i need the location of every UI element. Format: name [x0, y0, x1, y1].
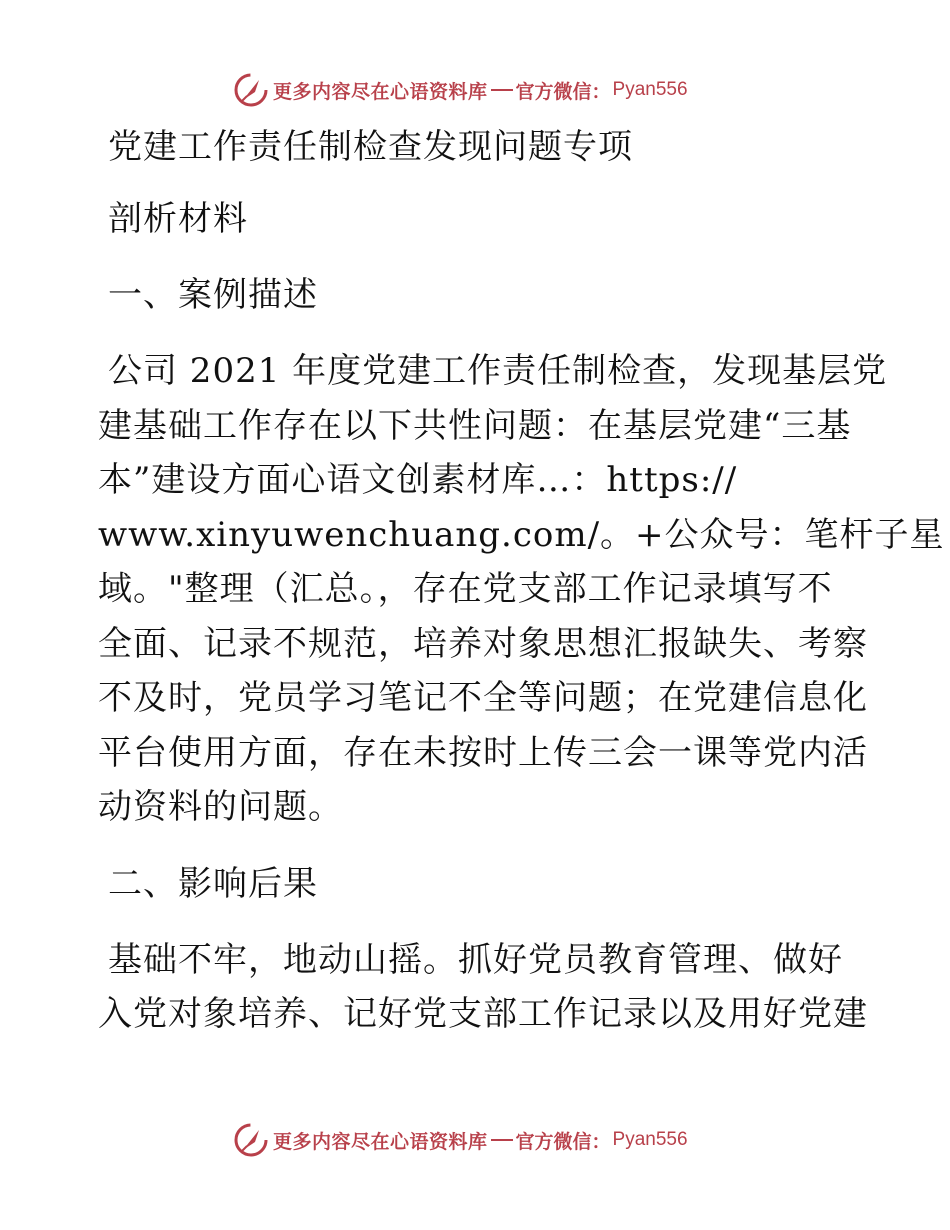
paragraph-line: www.xinyuwenchuang.com/。+公众号：笔杆子星: [98, 514, 945, 555]
watermark-header: [233, 70, 688, 110]
watermark-dash: [491, 89, 513, 91]
watermark-suffix: 官方微信：: [515, 1130, 611, 1153]
paragraph-line: 全面、记录不规范，培养对象思想汇报缺失、考察: [98, 623, 868, 664]
feather-pen-logo-icon: [233, 72, 269, 108]
feather-pen-logo-icon: [233, 1122, 269, 1158]
watermark-id: Pyan556: [612, 79, 688, 100]
paragraph-line: 入党对象培养、记好党支部工作记录以及用好党建: [98, 994, 868, 1034]
paragraph-line: 动资料的问题。: [98, 787, 343, 827]
watermark-text: 更多内容尽在心语资料库: [273, 80, 488, 103]
document-title: 党建工作责任制检查发现问题专项: [108, 127, 633, 167]
section-1-paragraph: [98, 344, 945, 835]
watermark-footer: [233, 1120, 688, 1160]
paragraph-line: 公司 2021 年度党建工作责任制检查，发现基层党: [108, 351, 888, 391]
document-subtitle: 剖析材料: [108, 199, 248, 239]
watermark-dash: [491, 1139, 513, 1141]
paragraph-line: 平台使用方面，存在未按时上传三会一课等党内活: [98, 732, 868, 773]
paragraph-line: 本”建设方面心语文创素材库…：https://: [98, 460, 738, 500]
section-2-paragraph: [98, 933, 868, 1042]
section-heading-2: 二、影响后果: [108, 863, 318, 904]
paragraph-line: 域。"整理（汇总。，存在党支部工作记录填写不: [98, 569, 833, 609]
paragraph-line: 不及时，党员学习笔记不全等问题；在党建信息化: [98, 678, 868, 718]
watermark-suffix: 官方微信：: [515, 80, 611, 103]
document-body: [98, 120, 945, 1042]
section-heading-1: 一、案例描述: [108, 275, 318, 315]
watermark-text: 更多内容尽在心语资料库: [273, 1130, 488, 1153]
paragraph-line: 建基础工作存在以下共性问题：在基层党建“三基: [98, 405, 852, 446]
watermark-id: Pyan556: [612, 1129, 688, 1150]
paragraph-line: 基础不牢，地动山摇。抓好党员教育管理、做好: [108, 939, 843, 980]
